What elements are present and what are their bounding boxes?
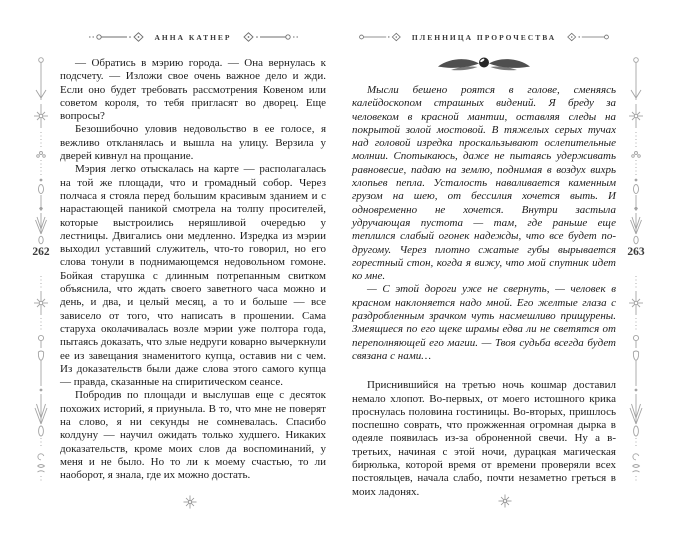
paragraph: Безошибочно уловив недовольство в ее голосе, я вежливо откланялась и вышла на улицу. Верзила у дверей кивнул на прощание. (60, 123, 326, 163)
right-page (352, 30, 616, 499)
margin-ornament-left-bottom-icon (33, 274, 49, 484)
dream-sequence (352, 84, 616, 363)
running-head-right (352, 30, 616, 44)
page-number-left: 262 (32, 246, 50, 258)
paragraph: Приснившийся на третью ночь кошмар доставил немало хлопот. Во-первых, от моего истошного крика проснулась половина гостиницы. Во-вторых, пришлось поспешно соврать, что прожженная огромная дырка в одеяле появилась из-за оброненной свечи. Ну а в-третьих, начиная с этой ночи, дурацкая магическая бирюлька, которой время от времени проверяли всех постояльцев, начала слабо, почти незаметно греться в моих ладонях. (352, 379, 616, 498)
paragraph: Мэрия легко отыскалась на карте — располагалась на той же площади, что и громадный собор. Через полчаса я стояла перед большим красивым зданием и с нарастающей паникой смотрела на толпу просителей, которые выстроились неряшливой очередью у лестницы. Двигались они медленно. Изредка из мэрии выходил уставший служитель, что-то говорил, но его слова тонули в поднимающемся недовольном гомоне. Бойкая старушка с длинным потрепанным свитком объяснила, что ждать своего заветного часа можно и день, и два, и целый месяц, а то и больше — все зависело от того, что написать в прошении. Сама старуха околачивалась возле мэрии уже полтора года, пытаясь доказать, что злые недруги коварно вычеркнули ее из завещания знаменитого купца, оставив ни с чем. Из доказательств были даже слова этого самого купца — правда, сказанные на спиритическом сеансе. (60, 163, 326, 389)
left-page-text (60, 57, 326, 483)
margin-ornament-right-top-icon (628, 56, 644, 246)
paragraph: Побродив по площади и выслушав еще с десяток похожих историй, я приуныла. В то, что мне не поверят на слово, я ни секунды не сомневалась. Спасибо колдуну — научил ожидать только худшего. Никаких доказательств, кроме моих слов да воспоминаний, у меня и не было. Но то ли к моему счастью, то ли наоборот, я знала, где их можно достать. (60, 389, 326, 482)
paragraph: — Обратись в мэрию города. — Она вернулась к подсчету. — Изложи свое очень важное дело и жди. Если оно будет требовать рассмотрения Ковеном или советом короля, то тебя пригласят во дворец. Еще вопросы? (60, 57, 326, 123)
margin-ornament-right-bottom-icon (628, 274, 644, 484)
right-page-text (352, 84, 616, 499)
header-flourish-icon (358, 31, 402, 43)
running-head-title: ПЛЕННИЦА ПРОРОЧЕСТВА (411, 32, 557, 42)
chapter-end-star-icon (498, 494, 512, 508)
header-flourish-icon (242, 31, 298, 43)
left-page (60, 30, 326, 483)
paragraph-italic: Мысли бешено роятся в голове, сменяясь калейдоскопом страшных видений. Я бреду за человеком в красной мантии, оставляя следы на покрытой золой мостовой. В тяжелых серых тучах над головой изредка проскальзывают ослепительные молнии. Спотыкаюсь, даже не пытаясь удерживать равновесие, падаю на землю, поднимая в воздух вихрь хлопьев пепла. Усталость наваливается каменным грузом на шею, от бессилия хочется выть. И одновременно не хочется. Внутри застыла удручающая пустота — там, где раньше еще теплился слабый огонек надежды, что все будет по-другому. Через плотно сжатые губы вырывается горестный стон, когда я вижу, что мой спутник идет ко мне. (352, 84, 616, 283)
page-number-right: 263 (627, 246, 645, 258)
running-head-author: АННА КАТНЕР (154, 32, 232, 42)
running-head-left (60, 30, 326, 44)
header-flourish-icon (89, 31, 145, 43)
chapter-ornament (352, 52, 616, 76)
paragraph-italic: — С этой дороги уже не свернуть, — человек в красном наклоняется надо мной. Его желтые глаза с раздробленным зрачком чуть насмешливо прищурены. Змеящиеся по его щеке шрамы едва ли не светятся от переполняющей его магии. — Твоя судьба всегда будет связана с нами… (352, 283, 616, 362)
winged-crescent-moon-icon (436, 53, 532, 75)
header-flourish-icon (566, 31, 610, 43)
chapter-end-star-icon (183, 495, 197, 509)
margin-ornament-left-top-icon (33, 56, 49, 246)
